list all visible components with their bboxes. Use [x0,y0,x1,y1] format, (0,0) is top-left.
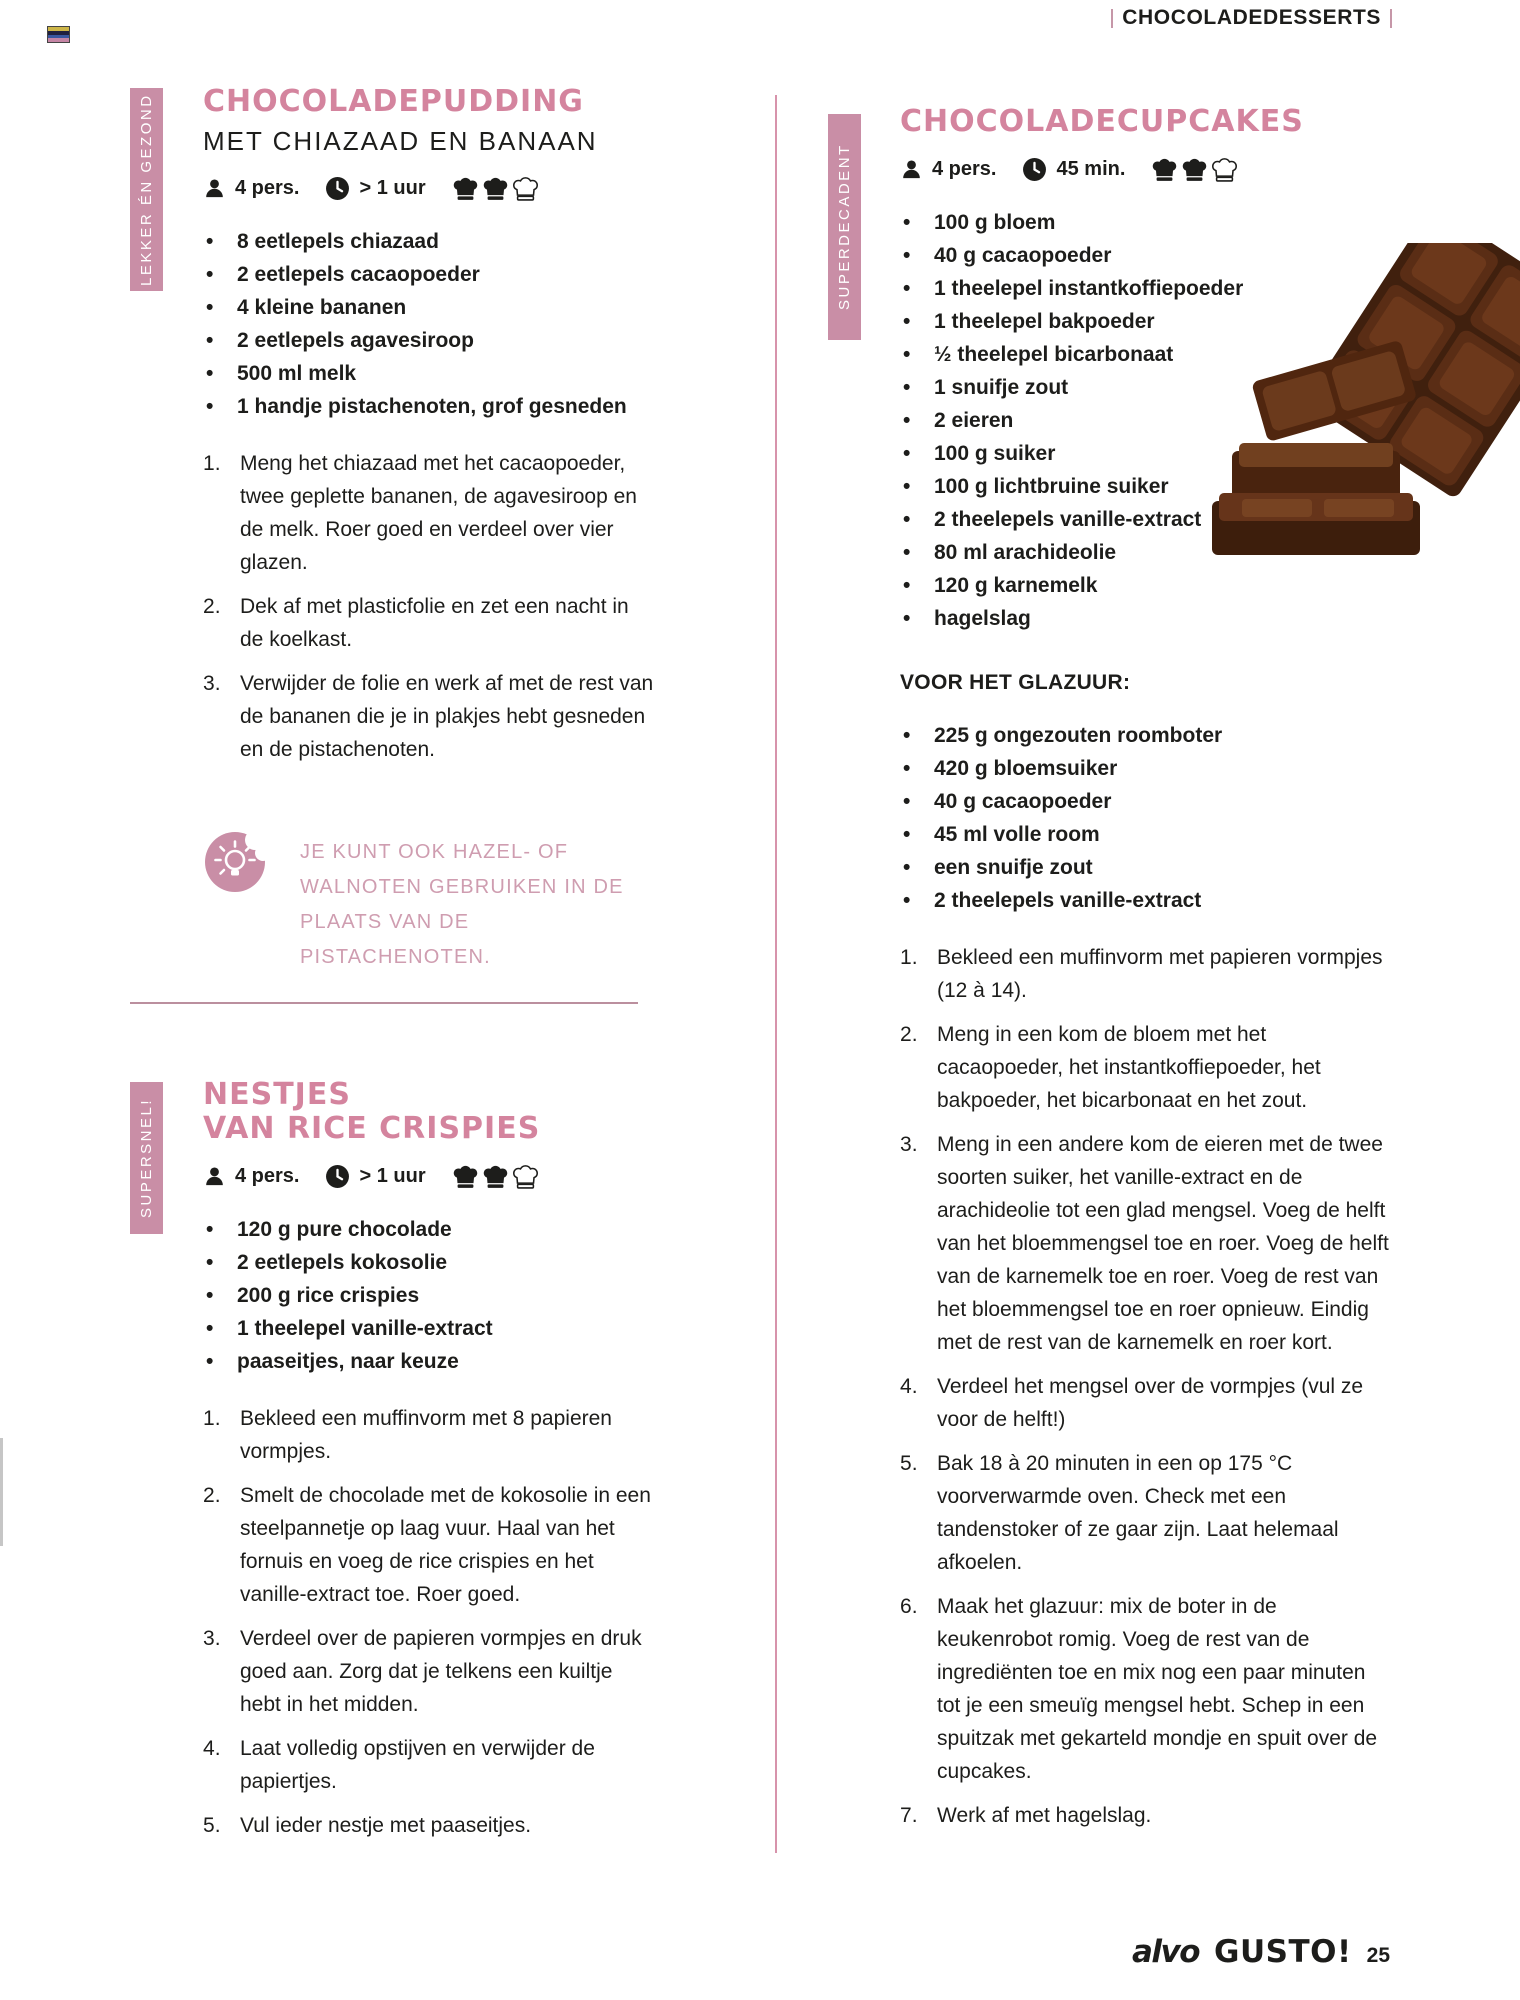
ingredient-item: • 225 g ongezouten roomboter [900,719,1392,752]
ingredient-item: • een snuifje zout [900,851,1392,884]
recipe-title-main: NESTJES [203,1077,351,1112]
column-divider [775,95,777,1853]
step-item: Bekleed een muffinvorm met 8 papieren vormpjes. [240,1407,612,1463]
chef-hat-icon [482,1164,509,1189]
ingredient-item: • 100 g bloem [900,206,1392,239]
ingredient-item: • 1 theelepel bakpoeder [900,305,1392,338]
recipe-meta [900,157,1392,182]
ingredient-item: • 2 eetlepels kokosolie [203,1246,655,1279]
recipe-title-main: CHOCOLADEPUDDING [203,84,584,119]
ingredient-item: • 45 ml volle room [900,818,1392,851]
ingredient-list [203,225,655,423]
ingredient-list [203,1213,655,1378]
time-label: 45 min. [1056,158,1126,180]
page-header [1111,6,1392,30]
chef-hat-icon [452,176,479,201]
step-item: Maak het glazuur: mix de boter in de keukenrobot romig. Voeg de rest van de ingrediënten toe en mix nog een paar minuten tot je een smeuïg mengsel hebt. Schep in een spuitzak met gekarteld mondje en spuit over de cupcakes. [937,1595,1378,1783]
ingredient-item: • 2 eetlepels cacaopoeder [203,258,655,291]
glaze-ingredient-list [900,719,1392,917]
chef-hat-icon [1151,157,1178,182]
step-item: Bak 18 à 20 minuten in een op 175 °C voorverwarmde oven. Check met een tandenstoker of ze gaar zijn. Laat helemaal afkoelen. [937,1452,1339,1574]
ingredient-item: • 2 eieren [900,404,1392,437]
difficulty-rating [1151,157,1238,182]
time-label: > 1 uur [359,177,426,199]
step-item: Werk af met hagelslag. [937,1804,1152,1827]
step-item: Dek af met plasticfolie en zet een nacht in de koelkast. [240,595,629,651]
print-registration-mark [47,26,70,43]
glaze-section-header: VOOR HET GLAZUUR: [900,671,1131,694]
ingredient-item: • 8 eetlepels chiazaad [203,225,655,258]
ingredient-item: • 2 theelepels vanille-extract [900,503,1392,536]
chef-hat-icon [482,176,509,201]
ingredient-item: • 2 theelepels vanille-extract [900,884,1392,917]
ingredient-item: • 1 theelepel vanille-extract [203,1312,655,1345]
step-item: Smelt de chocolade met de kokosolie in een steelpannetje op laag vuur. Haal van het fornuis en voeg de rice crispies en het vanille-extract toe. Roer goed. [240,1484,651,1606]
step-item: Meng in een kom de bloem met het cacaopoeder, het instantkoffiepoeder, het bakpoeder, het bicarbonaat en het zout. [937,1023,1321,1112]
page-footer [1132,1934,1390,1970]
badge-supersnel: SUPERSNEL! [130,1082,163,1234]
ingredient-item: • hagelslag [900,602,1392,635]
ingredient-item: • 420 g bloemsuiker [900,752,1392,785]
step-item: Verdeel het mengsel over de vormpjes (vul ze voor de helft!) [937,1375,1364,1431]
person-icon [203,1165,226,1188]
recipe-meta [203,176,655,201]
badge-superdecadent: SUPERDECADENT [828,114,861,340]
lightbulb-icon [203,830,267,894]
step-item: Vul ieder nestje met paaseitjes. [240,1814,532,1837]
step-item: Verdeel over de papieren vormpjes en druk goed aan. Zorg dat je telkens een kuiltje hebt in het midden. [240,1627,642,1716]
servings-label: 4 pers. [235,1165,300,1187]
step-item: Verwijder de folie en werk af met de rest van de bananen die je in plakjes hebt gesneden en de pistachenoten. [240,672,654,761]
clock-icon [325,176,350,201]
ingredient-item: • ½ theelepel bicarbonaat [900,338,1392,371]
recipe-title-main: CHOCOLADECUPCAKES [900,104,1304,139]
ingredient-item: • 1 theelepel instantkoffiepoeder [900,272,1392,305]
step-item: Laat volledig opstijven en verwijder de papiertjes. [240,1737,595,1793]
ingredient-item: • 40 g cacaopoeder [900,239,1392,272]
chef-hat-outline-icon [1211,157,1238,182]
brand-logo: alvo [1131,1934,1200,1970]
ingredient-item: • 100 g suiker [900,437,1392,470]
step-item: Bekleed een muffinvorm met papieren vormpjes (12 à 14). [937,946,1383,1002]
recipe-chocoladepudding [203,85,655,777]
clock-icon [325,1164,350,1189]
tip-box [203,830,648,975]
ingredient-item: • 4 kleine bananen [203,291,655,324]
ingredient-item: • 80 ml arachideolie [900,536,1392,569]
difficulty-rating [452,1164,539,1189]
badge-lekker-en-gezond: LEKKER ÉN GEZOND [130,88,163,291]
person-icon [203,177,226,200]
chef-hat-icon [1181,157,1208,182]
chocolate-photo [1212,243,1520,588]
page-number: 25 [1366,1944,1390,1967]
ingredient-item: • 120 g karnemelk [900,569,1392,602]
servings-label: 4 pers. [235,177,300,199]
ingredient-item: • 1 handje pistachenoten, grof gesneden [203,390,655,423]
ingredient-item: • 200 g rice crispies [203,1279,655,1312]
step-item: Meng het chiazaad met het cacaopoeder, twee geplette bananen, de agavesiroop en de melk. Roer goed en verdeel over vier glazen. [240,452,637,574]
recipe-nestjes [203,1078,655,1853]
ingredient-item: • 40 g cacaopoeder [900,785,1392,818]
step-item: Meng in een andere kom de eieren met de twee soorten suiker, het vanille-extract en de arachideolie tot een glad mengsel. Voeg de helft van het bloemmengsel toe en roer. Voeg de helft van de karnemelk toe en roer. Voeg de rest van het bloemmengsel toe en roer opnieuw. Eindig met de rest van de karnemelk en roer kort. [937,1133,1389,1354]
difficulty-rating [452,176,539,201]
step-list [203,447,655,766]
chef-hat-outline-icon [512,176,539,201]
ingredient-item: • paaseitjes, naar keuze [203,1345,655,1378]
section-divider [130,1002,638,1004]
page-edge-mark [0,1438,3,1546]
tip-text: JE KUNT OOK HAZEL- OF WALNOTEN GEBRUIKEN IN DE PLAATS VAN DE PISTACHENOTEN. [300,841,624,968]
page-header-label: CHOCOLADEDESSERTS [1122,6,1381,29]
recipe-title [900,105,1392,139]
ingredient-item: • 120 g pure chocolade [203,1213,655,1246]
ingredient-item: • 2 eetlepels agavesiroop [203,324,655,357]
chef-hat-icon [452,1164,479,1189]
clock-icon [1022,157,1047,182]
person-icon [900,158,923,181]
recipe-title [203,1078,655,1146]
time-label: > 1 uur [359,1165,426,1187]
step-list [900,941,1392,1832]
recipe-subtitle: MET CHIAZAAD EN BANAAN [203,126,598,156]
magazine-logo: GUSTO! [1214,1934,1352,1970]
ingredient-item: • 1 snuifje zout [900,371,1392,404]
recipe-meta [203,1164,655,1189]
ingredient-item: • 100 g lichtbruine suiker [900,470,1392,503]
ingredient-item: • 500 ml melk [203,357,655,390]
chef-hat-outline-icon [512,1164,539,1189]
recipe-title-line2: VAN RICE CRISPIES [203,1111,541,1146]
recipe-title [203,85,655,158]
servings-label: 4 pers. [932,158,997,180]
step-list [203,1402,655,1842]
